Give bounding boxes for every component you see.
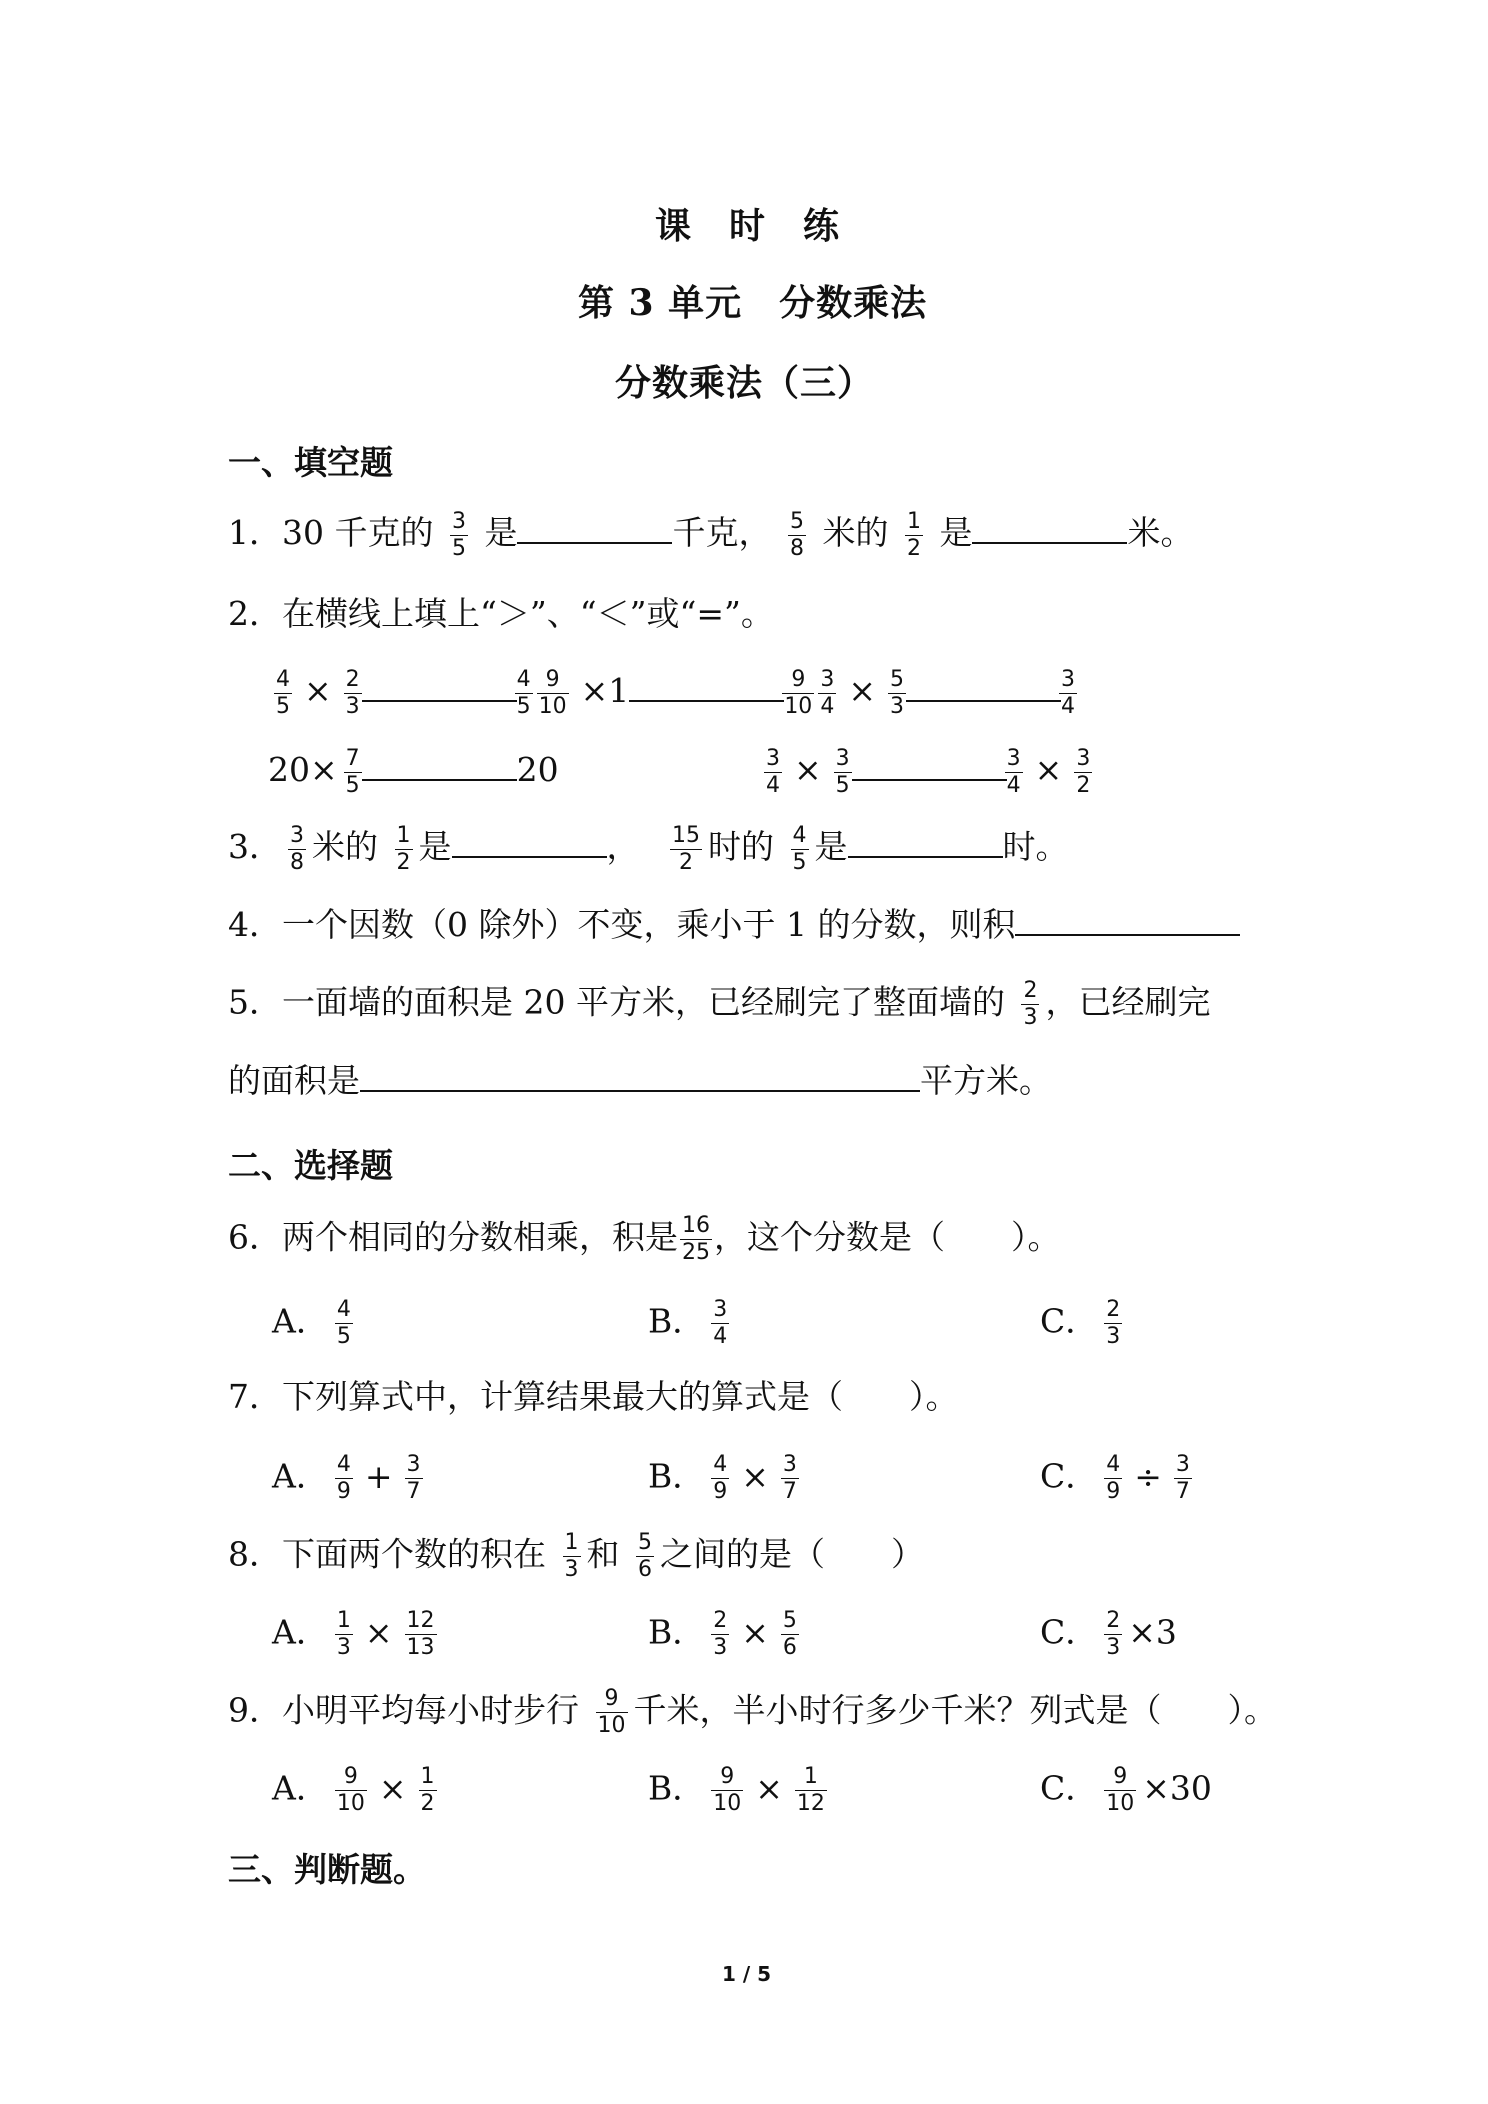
option-6b[interactable] <box>648 1297 735 1350</box>
compare-blank[interactable] <box>852 745 1007 781</box>
fraction: $\frac{5}{3}$ <box>889 666 904 719</box>
fraction: $\frac{5}{6}$ <box>638 1530 652 1582</box>
option-label: B． <box>648 1612 706 1652</box>
answer-blank[interactable] <box>848 822 1003 858</box>
option-label: A． <box>272 1456 329 1496</box>
fraction: $\frac{3}{8}$ <box>290 822 304 875</box>
multiply-sign: × <box>741 1612 769 1652</box>
multiply-sign: × <box>741 1456 769 1496</box>
fraction: $\frac{3}{4}$ <box>1006 745 1021 798</box>
question-text: 是 <box>484 513 518 552</box>
option-8c[interactable] <box>1040 1608 1177 1661</box>
question-number: 2． <box>228 594 282 633</box>
question-text: 小明平均每小时步行 <box>282 1690 579 1730</box>
question-text: 在横线上填上“＞”、“＜”或“=”。 <box>282 594 774 633</box>
unit-title: 第 3 单元 分数乘法 <box>578 282 928 324</box>
question-number: 3． <box>228 827 282 866</box>
fraction: $\frac{2}{3}$ <box>345 666 360 719</box>
expression-text: 20× <box>268 750 338 789</box>
fraction: $\frac{1}{3}$ <box>564 1530 579 1582</box>
answer-blank[interactable] <box>972 508 1127 544</box>
question-text: 是 <box>418 827 452 866</box>
question-text: ，这个分数是（ ）。 <box>714 1217 1061 1257</box>
fraction: $\frac{2}{3}$ <box>1023 978 1038 1030</box>
answer-blank[interactable] <box>452 822 607 858</box>
question-text: 一面墙的面积是 20 平方米，已经刷完了整面墙的 <box>282 982 1005 1022</box>
fraction: $\frac{1}{12}$ <box>796 1764 825 1816</box>
question-number: 1． <box>228 513 282 552</box>
option-label: C． <box>1040 1768 1099 1808</box>
compare-row-2-right <box>758 745 1098 799</box>
compare-blank[interactable] <box>629 666 784 702</box>
compare-row-1 <box>268 666 1083 720</box>
fraction: $\frac{4}{5}$ <box>276 666 290 719</box>
question-text: 下面两个数的积在 <box>282 1534 546 1574</box>
compare-blank[interactable] <box>362 666 517 702</box>
question-5-line-2 <box>228 1056 1052 1103</box>
question-text: 之间的是（ ） <box>660 1534 924 1574</box>
question-number: 6． <box>228 1217 282 1257</box>
fraction: $\frac{4}{5}$ <box>516 666 531 719</box>
question-7 <box>228 1375 959 1419</box>
multiply-sign: × <box>848 671 876 710</box>
worksheet-title: 课 时 练 <box>655 205 841 247</box>
fraction: $\frac{3}{4}$ <box>1060 666 1075 719</box>
fraction: $\frac{2}{3}$ <box>1106 1608 1121 1660</box>
option-8b[interactable] <box>648 1608 805 1661</box>
expression-text: 20 <box>516 750 559 789</box>
fraction: $\frac{4}{9}$ <box>1106 1452 1121 1504</box>
multiply-sign: × <box>755 1768 783 1808</box>
question-text: 30 千克的 <box>282 513 434 552</box>
question-text: 是 <box>814 827 848 866</box>
fraction: $\frac{9}{10}$ <box>713 1764 742 1816</box>
question-9 <box>228 1686 1277 1739</box>
question-text: ， <box>606 827 640 866</box>
question-3 <box>228 822 1069 876</box>
option-label: B． <box>648 1456 706 1496</box>
option-label: C． <box>1040 1301 1099 1341</box>
question-text: ，已经刷完 <box>1045 982 1211 1022</box>
fraction: $\frac{5}{8}$ <box>789 508 804 561</box>
option-9a[interactable] <box>272 1764 443 1817</box>
answer-blank[interactable] <box>360 1056 920 1092</box>
fraction: $\frac{1}{2}$ <box>420 1764 435 1816</box>
question-text: 米。 <box>1127 513 1194 552</box>
question-number: 8． <box>228 1534 282 1574</box>
fraction: $\frac{3}{7}$ <box>406 1452 421 1504</box>
fraction: $\frac{3}{5}$ <box>451 508 466 561</box>
fraction: $\frac{3}{4}$ <box>713 1297 728 1349</box>
fraction: $\frac{12}{13}$ <box>406 1608 435 1660</box>
option-label: B． <box>648 1768 706 1808</box>
compare-blank[interactable] <box>906 666 1061 702</box>
fraction: $\frac{1}{3}$ <box>336 1608 351 1660</box>
times-one: ×1 <box>580 671 630 710</box>
option-7b[interactable] <box>648 1452 805 1505</box>
fraction: $\frac{2}{3}$ <box>1106 1297 1121 1349</box>
question-4 <box>228 900 1240 947</box>
expression-text: ×30 <box>1142 1768 1212 1808</box>
compare-blank[interactable] <box>362 745 517 781</box>
question-number: 7． <box>228 1377 282 1416</box>
option-6c[interactable] <box>1040 1297 1128 1350</box>
compare-row-2-left <box>268 745 559 799</box>
fraction: $\frac{15}{2}$ <box>672 822 700 875</box>
multiply-sign: × <box>1034 750 1063 789</box>
fraction: $\frac{3}{5}$ <box>835 745 850 798</box>
fraction: $\frac{3}{2}$ <box>1076 745 1091 798</box>
option-7c[interactable] <box>1040 1452 1198 1505</box>
fraction: $\frac{3}{7}$ <box>782 1452 797 1504</box>
fraction: $\frac{3}{4}$ <box>766 745 780 798</box>
multiply-sign: × <box>794 750 822 789</box>
question-text: 时的 <box>708 827 774 866</box>
question-text: 的面积是 <box>228 1061 360 1100</box>
question-text: 下列算式中，计算结果最大的算式是（ ）。 <box>282 1377 959 1416</box>
question-number: 4． <box>228 905 282 944</box>
question-number: 5． <box>228 982 282 1022</box>
fraction: $\frac{4}{5}$ <box>336 1297 351 1349</box>
option-label: A． <box>272 1301 329 1341</box>
multiply-sign: × <box>364 1612 393 1652</box>
question-5 <box>228 978 1210 1031</box>
question-text: 是 <box>939 513 973 552</box>
answer-blank[interactable] <box>1015 900 1240 936</box>
question-text: 米的 <box>312 827 378 866</box>
option-label: A． <box>272 1612 329 1652</box>
divide-sign: ÷ <box>1134 1456 1162 1496</box>
question-text: 千克， <box>672 513 772 552</box>
fraction: $\frac{4}{9}$ <box>336 1452 351 1504</box>
question-text: 和 <box>586 1534 620 1574</box>
section-heading-multiple-choice: 二、选择题 <box>228 1146 393 1185</box>
fraction: $\frac{16}{25}$ <box>682 1213 710 1265</box>
question-text: 平方米。 <box>920 1061 1052 1100</box>
fraction: $\frac{1}{2}$ <box>396 822 411 875</box>
question-text: 两个相同的分数相乘，积是 <box>282 1217 678 1257</box>
option-label: A． <box>272 1768 329 1808</box>
multiply-sign: × <box>378 1768 407 1808</box>
section-heading-fill-blank: 一、填空题 <box>228 443 393 482</box>
question-1 <box>228 508 1193 562</box>
question-6 <box>228 1213 1061 1266</box>
question-number: 9． <box>228 1690 282 1730</box>
lesson-title: 分数乘法（三） <box>615 362 875 404</box>
option-label: C． <box>1040 1456 1099 1496</box>
option-9b[interactable] <box>648 1764 833 1817</box>
fraction: $\frac{1}{2}$ <box>906 508 921 561</box>
question-text: 一个因数（0 除外）不变，乘小于 1 的分数，则积 <box>282 905 1016 944</box>
question-8 <box>228 1530 924 1583</box>
answer-blank[interactable] <box>517 508 672 544</box>
question-text: 米的 <box>822 513 889 552</box>
expression-text: ×3 <box>1128 1612 1177 1652</box>
option-6a[interactable] <box>272 1297 359 1350</box>
fraction: $\frac{9}{10}$ <box>784 666 813 719</box>
question-2 <box>228 592 774 636</box>
multiply-sign: × <box>304 671 332 710</box>
fraction: $\frac{3}{4}$ <box>820 666 835 719</box>
fraction: $\frac{9}{10}$ <box>538 666 567 719</box>
fraction: $\frac{2}{3}$ <box>713 1608 728 1660</box>
option-7a[interactable] <box>272 1452 429 1505</box>
option-label: B． <box>648 1301 706 1341</box>
fraction: $\frac{9}{10}$ <box>336 1764 365 1816</box>
fraction: $\frac{9}{10}$ <box>597 1686 626 1738</box>
section-heading-true-false: 三、判断题。 <box>228 1850 426 1889</box>
option-9c[interactable] <box>1040 1764 1212 1817</box>
question-text: 时。 <box>1002 827 1069 866</box>
fraction: $\frac{4}{5}$ <box>792 822 807 875</box>
plus-sign: + <box>364 1456 393 1496</box>
fraction: $\frac{9}{10}$ <box>1106 1764 1135 1816</box>
page-number: 1 / 5 <box>722 1962 772 1986</box>
question-text: 千米，半小时行多少千米？列式是（ ）。 <box>633 1690 1277 1730</box>
fraction: $\frac{3}{7}$ <box>1175 1452 1190 1504</box>
fraction: $\frac{5}{6}$ <box>782 1608 797 1660</box>
fraction: $\frac{4}{9}$ <box>713 1452 728 1504</box>
fraction: $\frac{7}{5}$ <box>345 745 360 798</box>
option-8a[interactable] <box>272 1608 443 1661</box>
option-label: C． <box>1040 1612 1099 1652</box>
